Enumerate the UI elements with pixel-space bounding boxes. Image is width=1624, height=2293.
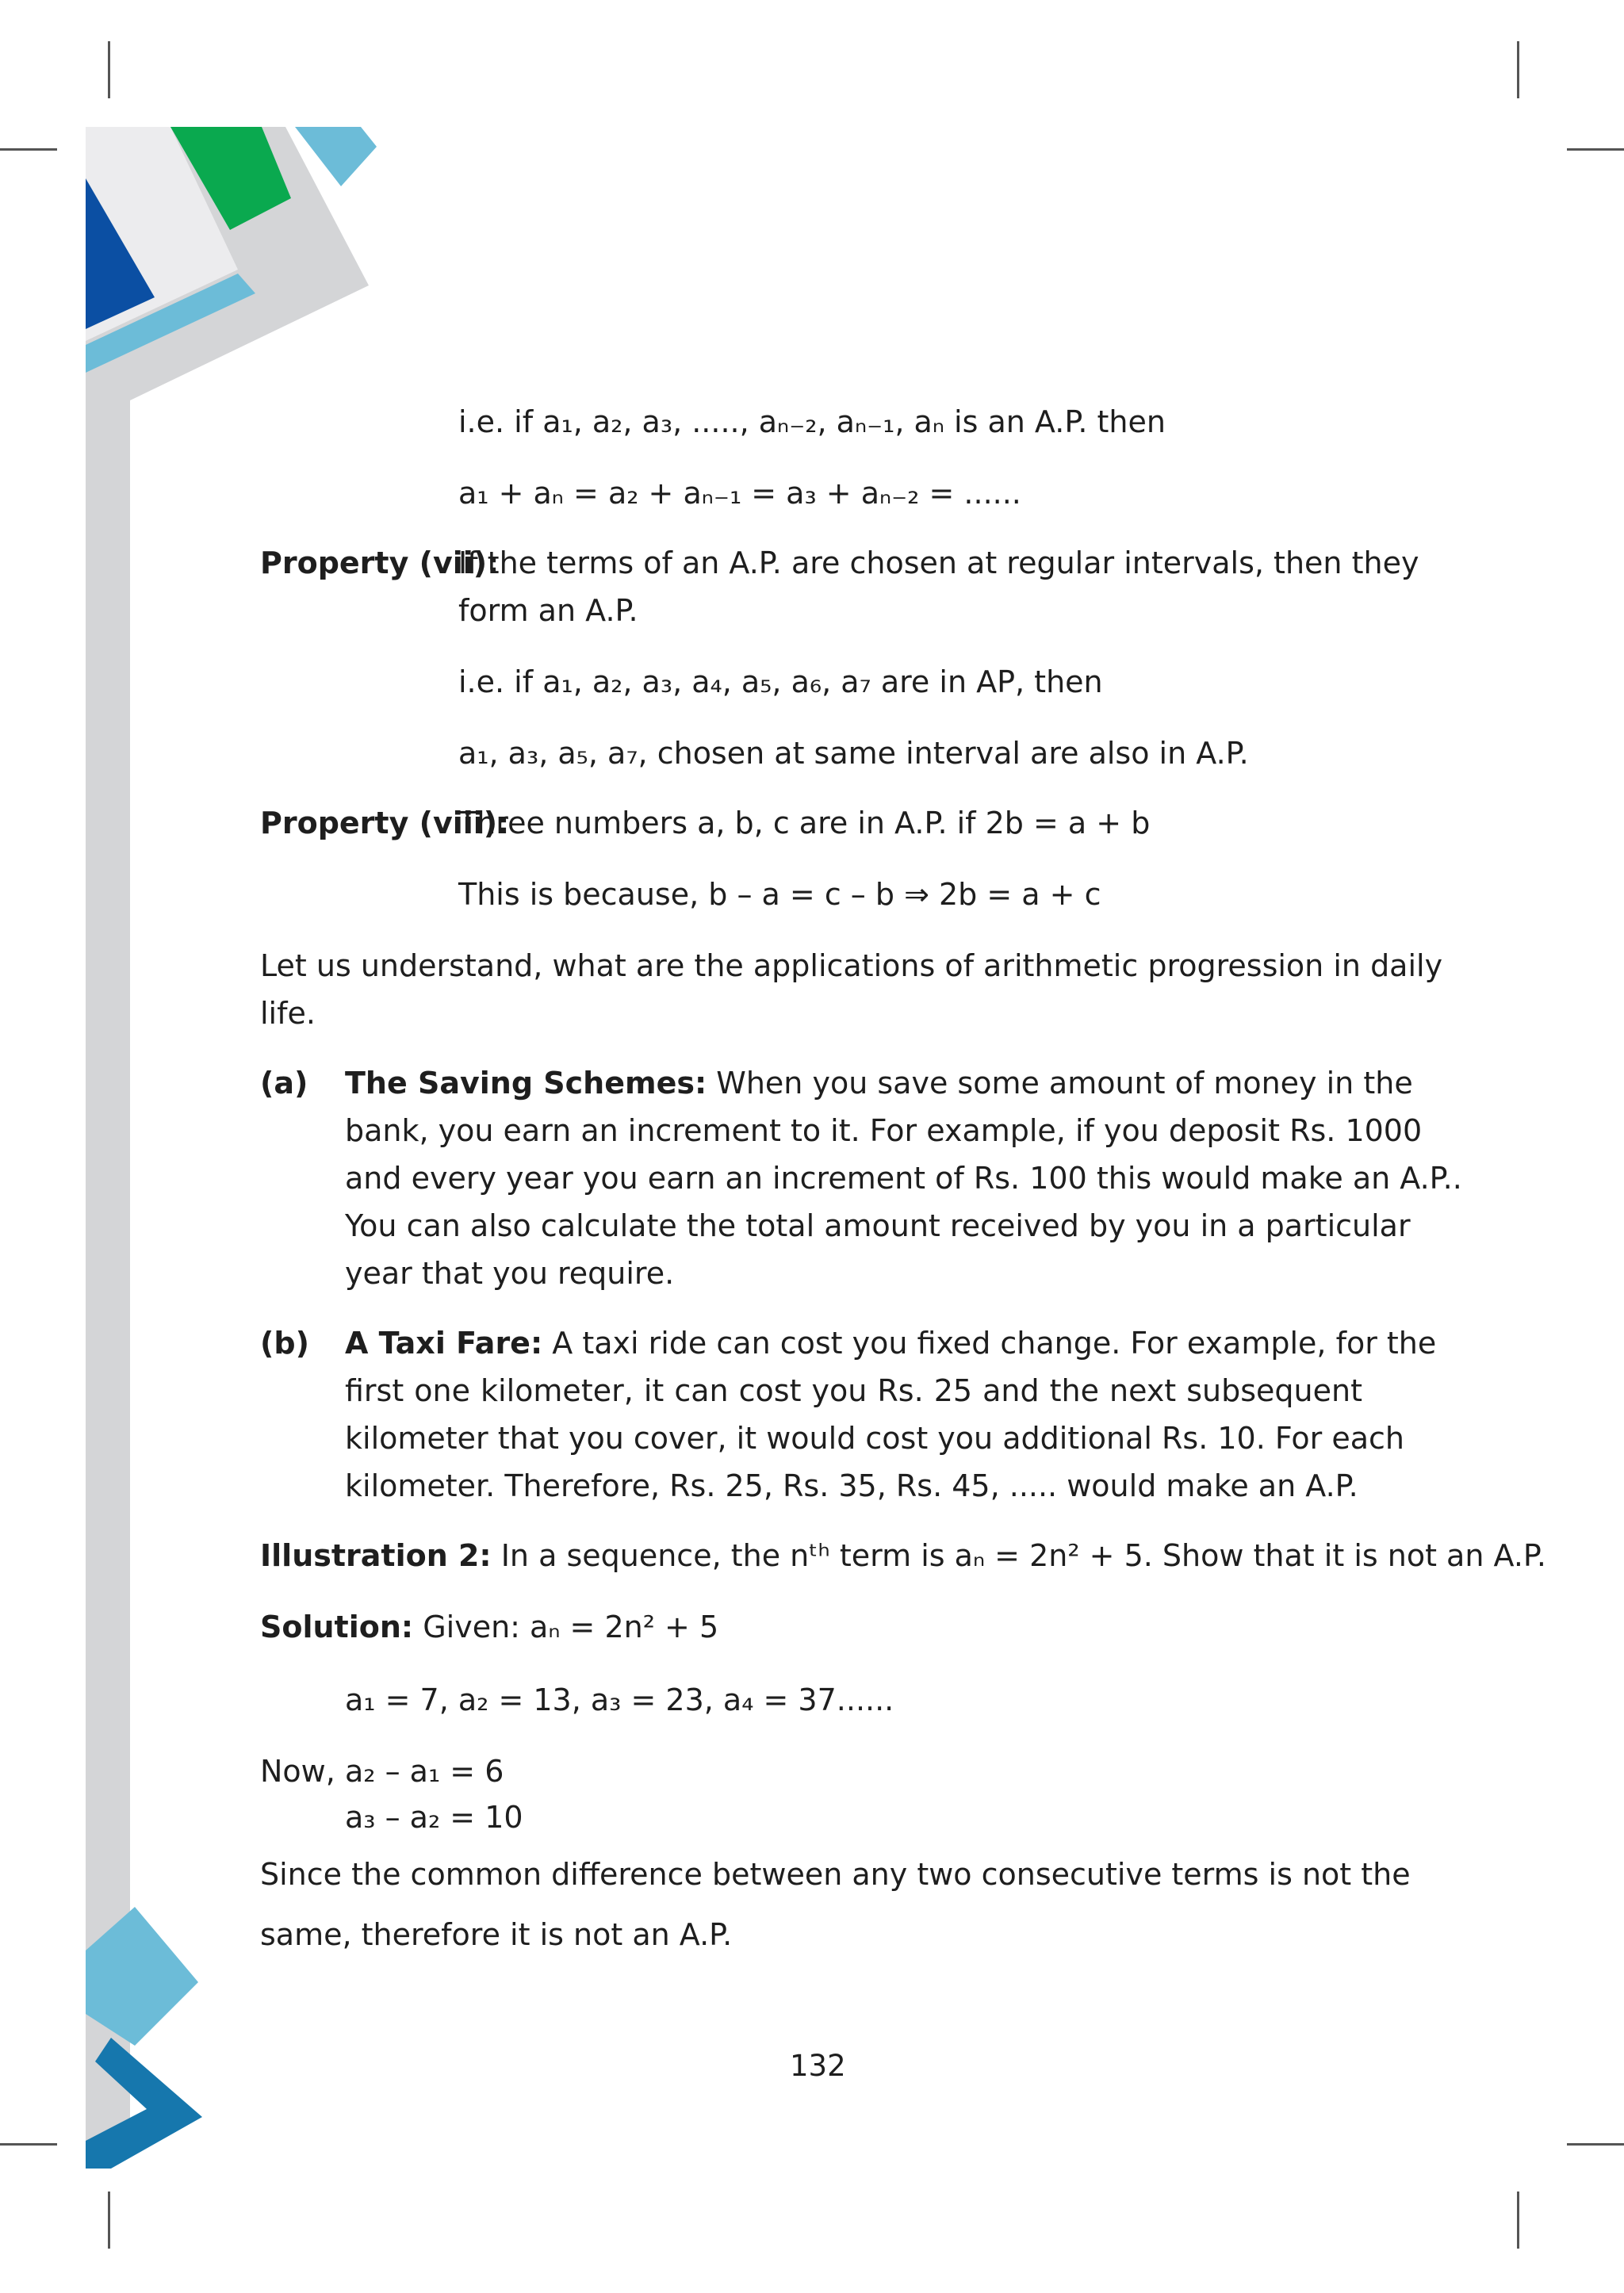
text-row: bank, you earn an increment to it. For example, if you deposit Rs. 1000 xyxy=(345,1113,1423,1148)
solution-text: Given: aₙ = 2n² + 5 xyxy=(423,1610,719,1644)
text-line: i.e. if a₁, a₂, a₃, ....., aₙ₋₂, aₙ₋₁, aₙ is an A.P. then xyxy=(458,404,1166,439)
text-line: This is because, b – a = c – b ⇒ 2b = a + c xyxy=(458,877,1101,912)
text-row: life. xyxy=(260,996,316,1031)
text-row: form an A.P. xyxy=(458,593,638,628)
text-span: A taxi ride can cost you fixed change. For example, for the xyxy=(552,1326,1437,1361)
illustration-text: In a sequence, the nᵗʰ term is aₙ = 2n² + 5. Show that it is not an A.P. xyxy=(500,1538,1546,1573)
text-row: Let us understand, what are the applications of arithmetic progression in daily xyxy=(260,948,1443,983)
item-title: A Taxi Fare: xyxy=(345,1326,543,1361)
item-a-paragraph xyxy=(345,1059,1462,1297)
text-line: a₁, a₃, a₅, a₇, chosen at same interval are also in A.P. xyxy=(458,736,1249,771)
text-line: a₁ + aₙ = a₂ + aₙ₋₁ = a₃ + aₙ₋₂ = ...... xyxy=(458,476,1021,511)
item-label: (b) xyxy=(260,1326,309,1361)
text-row: kilometer. Therefore, Rs. 25, Rs. 35, Rs. 45, ..... would make an A.P. xyxy=(345,1468,1358,1503)
text-row: You can also calculate the total amount received by you in a particular xyxy=(345,1208,1411,1243)
text-line: i.e. if a₁, a₂, a₃, a₄, a₅, a₆, a₇ are in AP, then xyxy=(458,664,1103,699)
property-label: Property (vii): xyxy=(260,545,500,580)
text-row xyxy=(345,1059,1413,1107)
text-row xyxy=(345,1319,1437,1367)
now-label: Now, xyxy=(260,1754,335,1789)
property-label: Property (viii): xyxy=(260,806,510,840)
page-number: 132 xyxy=(790,2049,846,2083)
text-span: When you save some amount of money in the xyxy=(716,1066,1413,1101)
difference-line: a₃ – a₂ = 10 xyxy=(345,1800,523,1835)
item-b-paragraph xyxy=(345,1319,1437,1510)
illustration-label: Illustration 2: xyxy=(260,1538,492,1573)
text-row: kilometer that you cover, it would cost you additional Rs. 10. For each xyxy=(345,1421,1404,1456)
conclusion-paragraph xyxy=(260,1851,1411,1958)
property-text: Three numbers a, b, c are in A.P. if 2b = a + b xyxy=(458,806,1151,840)
text-row: first one kilometer, it can cost you Rs. 25 and the next subsequent xyxy=(345,1373,1362,1408)
difference-line: a₂ – a₁ = 6 xyxy=(345,1754,504,1789)
illustration-line xyxy=(260,1532,1546,1579)
text-row: Since the common difference between any two consecutive terms is not the xyxy=(260,1857,1411,1892)
text-row: same, therefore it is not an A.P. xyxy=(260,1917,733,1952)
solution-label: Solution: xyxy=(260,1610,414,1644)
item-label: (a) xyxy=(260,1066,308,1101)
text-row: year that you require. xyxy=(345,1256,675,1291)
terms-line: a₁ = 7, a₂ = 13, a₃ = 23, a₄ = 37...... xyxy=(345,1682,894,1717)
text-row: If the terms of an A.P. are chosen at regular intervals, then they xyxy=(458,545,1419,580)
property-text xyxy=(458,539,1419,634)
solution-line xyxy=(260,1603,718,1651)
item-title: The Saving Schemes: xyxy=(345,1066,707,1101)
intro-paragraph xyxy=(260,942,1443,1037)
text-row: and every year you earn an increment of Rs. 100 this would make an A.P.. xyxy=(345,1161,1462,1196)
